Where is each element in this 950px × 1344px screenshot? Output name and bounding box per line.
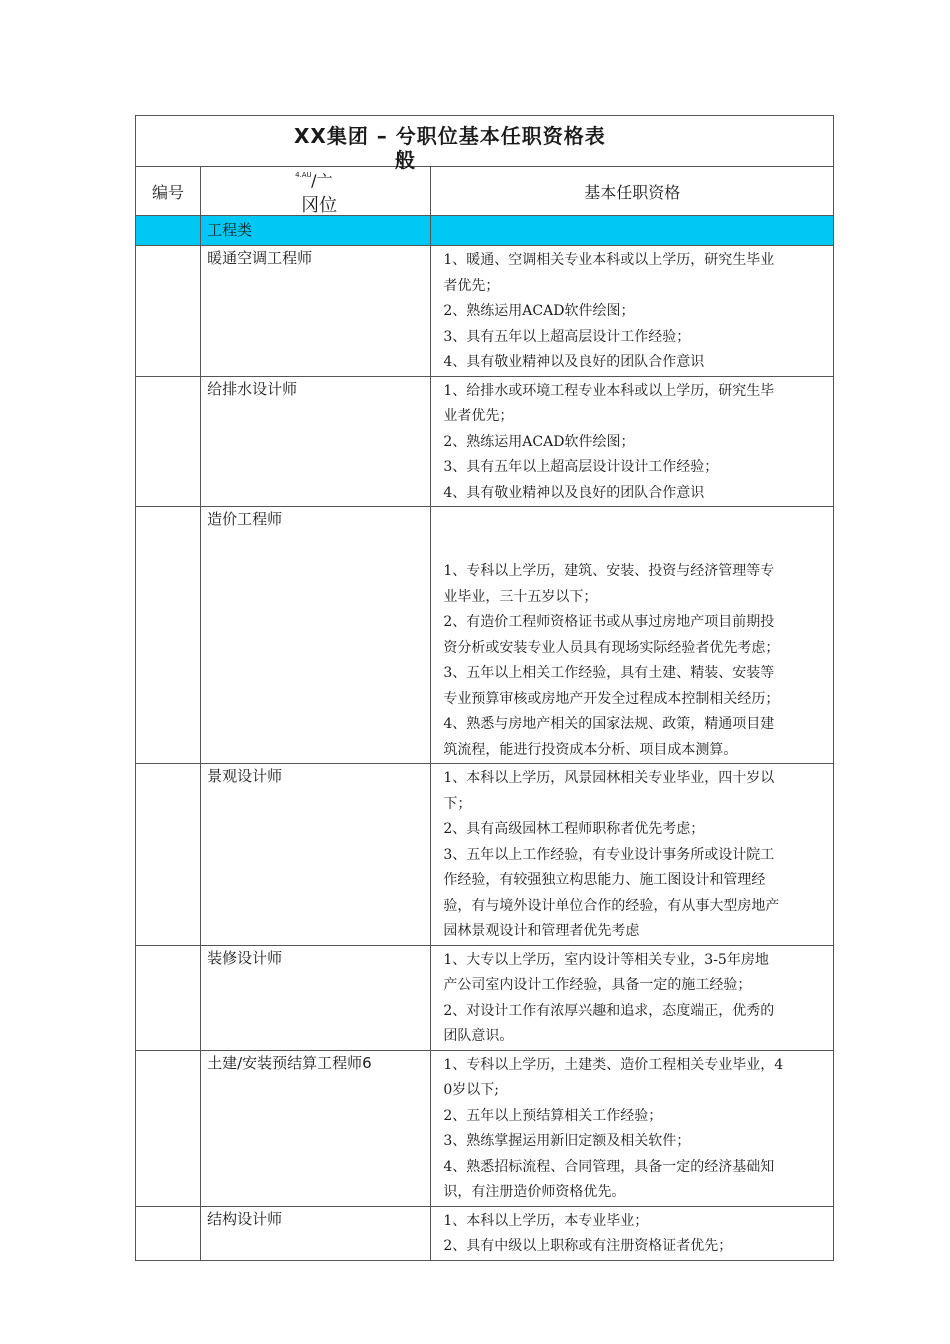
requirement-line: 2、具有中级以上职称或有注册资格证者优先； — [443, 1238, 733, 1254]
header-position-tiny: 4.AU — [295, 171, 312, 179]
requirement-line: 1、专科以上学历，建筑、安装、投资与经济管理等专 — [443, 563, 775, 579]
requirement-line: 1、专科以上学历，土建类、造价工程相关专业毕业，4 — [443, 1056, 784, 1073]
row-requirements — [431, 945, 834, 1050]
document-title-overflow: 般 — [395, 148, 415, 172]
table-row — [136, 764, 834, 946]
header-position-cell — [201, 167, 431, 216]
row-position: 景观设计师 — [201, 764, 431, 946]
row-position: 结构设计师 — [201, 1206, 431, 1260]
requirement-line: 1、本科以上学历，本专业毕业； — [443, 1212, 649, 1229]
requirement-line: 3、五年以上相关工作经验，具有土建、精装、安装等 — [443, 665, 775, 681]
requirement-line: 2、对设计工作有浓厚兴趣和追求，态度端正，优秀的 — [443, 1002, 775, 1019]
table-row — [136, 246, 834, 377]
requirement-line: 1、暖通、空调相关专业本科或以上学历，研究生毕业 — [443, 252, 775, 268]
title-cell — [136, 116, 834, 172]
header-row — [136, 167, 834, 216]
requirement-line: 2、熟练运用ACAD软件绘图； — [443, 433, 635, 450]
category-row — [136, 216, 834, 246]
category-number-cell — [136, 216, 201, 246]
header-position-glyph: /亠 — [311, 171, 333, 190]
requirement-line: 验，有与境外设计单位合作的经验，有从事大型房地产 — [443, 897, 780, 914]
header-position: 冈位 — [301, 195, 338, 216]
requirement-line: 4、具有敬业精神以及良好的团队合作意识 — [443, 484, 705, 501]
requirement-line: 资分析或安装专业人员具有现场实际经验者优先考虑； — [443, 639, 780, 656]
row-requirements — [431, 376, 834, 507]
row-requirements — [431, 507, 834, 764]
requirement-line: 3、五年以上工作经验，有专业设计事务所或设计院工 — [443, 846, 775, 863]
row-number — [136, 764, 201, 946]
requirement-line: 3、熟练掌握运用新旧定额及相关软件； — [443, 1133, 691, 1149]
requirement-line: 3、具有五年以上超高层设计设计工作经验； — [443, 459, 719, 475]
row-requirements — [431, 764, 834, 946]
requirement-line: 者优先； — [443, 277, 500, 294]
document-title: XX集团 – 兮职位基本任职资格表 — [294, 124, 606, 148]
requirement-line: 1、给排水或环境工程专业本科或以上学历，研究生毕 — [443, 382, 775, 399]
table-row — [136, 507, 834, 764]
requirement-line: 2、熟练运用ACAD软件绘图； — [443, 303, 635, 319]
qualification-table — [135, 115, 834, 1261]
requirement-line: 4、熟悉招标流程、合同管理，具备一定的经济基础知 — [443, 1158, 775, 1175]
requirement-line: 1、本科以上学历，风景园林相关专业毕业，四十岁以 — [443, 770, 775, 786]
row-position: 土建/安装预结算工程师6 — [201, 1050, 431, 1206]
requirement-line: 作经验，有较强独立构思能力、施工图设计和管理经 — [443, 872, 766, 888]
row-position: 造价工程师 — [201, 507, 431, 764]
requirement-line: 2、有造价工程师资格证书或从事过房地产项目前期投 — [443, 614, 775, 630]
row-requirements — [431, 1206, 834, 1260]
requirement-line: 4、熟悉与房地产相关的国家法规、政策，精通项目建 — [443, 716, 775, 732]
row-number — [136, 246, 201, 377]
requirement-line: 1、大专以上学历，室内设计等相关专业，3-5年房地 — [443, 951, 769, 968]
requirement-line: 4、具有敬业精神以及良好的团队合作意识 — [443, 354, 705, 370]
row-position: 装修设计师 — [201, 945, 431, 1050]
row-requirements — [431, 246, 834, 377]
category-requirements-cell — [431, 216, 834, 246]
requirement-line: 园林景观设计和管理者优先考虑 — [443, 923, 640, 939]
requirement-line: 2、具有高级园林工程师职称者优先考虑； — [443, 821, 705, 837]
requirement-line: 业毕业，三十五岁以下； — [443, 588, 598, 605]
requirement-line: 0岁以下; — [443, 1082, 500, 1098]
table-row — [136, 1206, 834, 1260]
row-position: 给排水设计师 — [201, 376, 431, 507]
requirement-line: 2、五年以上预结算相关工作经验； — [443, 1107, 663, 1124]
requirement-line: 业者优先； — [443, 408, 514, 424]
requirement-line: 专业预算审核或房地产开发全过程成本控制相关经历； — [443, 690, 780, 707]
row-number — [136, 1206, 201, 1260]
requirement-line: 筑流程，能进行投资成本分析、项目成本测算。 — [443, 741, 738, 758]
requirement-line: 下； — [443, 795, 472, 812]
requirement-line: 团队意识。 — [443, 1028, 514, 1044]
table-row — [136, 376, 834, 507]
header-number: 编号 — [136, 167, 201, 216]
category-label: 工程类 — [201, 216, 431, 246]
requirement-line: 3、具有五年以上超高层设计工作经验； — [443, 328, 691, 345]
table-row — [136, 945, 834, 1050]
blank-space — [443, 509, 827, 559]
header-requirements: 基本任职资格 — [431, 167, 834, 216]
table-row — [136, 1050, 834, 1206]
row-position: 暖通空调工程师 — [201, 246, 431, 377]
requirement-line: 产公司室内设计工作经验，具备一定的施工经验； — [443, 977, 752, 993]
row-number — [136, 1050, 201, 1206]
title-row — [136, 116, 834, 167]
row-requirements — [431, 1050, 834, 1206]
qualification-document — [135, 115, 834, 1261]
row-number — [136, 376, 201, 507]
requirement-line: 识，有注册造价师资格优先。 — [443, 1184, 626, 1200]
row-number — [136, 945, 201, 1050]
row-number — [136, 507, 201, 764]
